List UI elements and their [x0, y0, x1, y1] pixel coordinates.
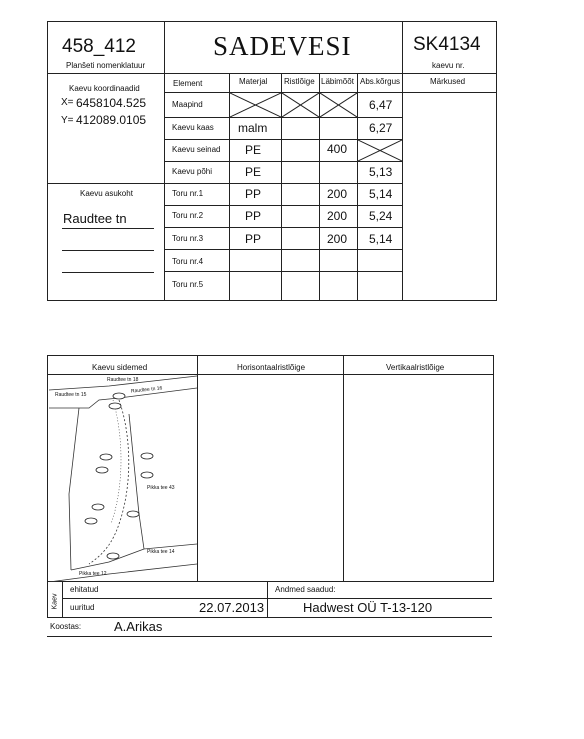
crossed-cell: [230, 93, 281, 117]
map-label-street: Pikka tee 12: [79, 571, 107, 577]
table-cell-material: PP: [245, 232, 262, 246]
author-label: Koostas:: [50, 622, 82, 631]
table-cell-element: Kaevu kaas: [172, 123, 214, 132]
table-cell-elevation: 5,24: [369, 209, 393, 223]
table-cell-element: Maapind: [172, 100, 203, 109]
document-title: SADEVESI: [213, 31, 352, 61]
table-cell-material: PE: [245, 165, 262, 179]
map-label-street: Pikka tee 43: [147, 485, 175, 491]
table-cell-material: PP: [245, 209, 262, 223]
x-coordinate: 6458104.525: [76, 96, 147, 110]
table-header: Element: [173, 79, 203, 88]
map-sheet-number: 458_412: [62, 36, 136, 57]
table-cell-elevation: 6,27: [369, 121, 393, 135]
location-label: Kaevu asukoht: [80, 189, 133, 198]
crossed-cell: [320, 93, 357, 117]
table-cell-element: Toru nr.3: [172, 234, 204, 243]
table-header: Materjal: [239, 77, 268, 86]
table-cell-element: Toru nr.4: [172, 257, 204, 266]
y-coordinate: 412089.0105: [76, 113, 147, 127]
table-cell-element: Kaevu põhi: [172, 167, 213, 176]
table-cell-material: PE: [245, 143, 262, 157]
table-cell-elevation: 5,14: [369, 187, 393, 201]
footer-side-label: Kaev: [51, 593, 59, 610]
surveyed-label: uuritud: [70, 603, 95, 612]
map-label-street: Raudtee tn 15: [55, 392, 87, 398]
table-cell-elevation: 6,47: [369, 98, 393, 112]
map-sheet-label: Planšeti nomenklatuur: [66, 61, 146, 70]
coordinates-label: Kaevu koordinaadid: [69, 84, 140, 93]
table-header: Abs.kõrgus: [360, 77, 401, 86]
table-cell-elevation: 5,14: [369, 232, 393, 246]
y-prefix: Y=: [61, 115, 74, 126]
table-cell-diameter: 200: [327, 232, 348, 246]
data-source: Hadwest OÜ T-13-120: [303, 600, 433, 615]
table-cell-diameter: 200: [327, 187, 348, 201]
table-cell-elevation: 5,13: [369, 165, 393, 179]
location-street: Raudtee tn: [63, 211, 127, 226]
table-cell-material: PP: [245, 187, 262, 201]
map-label-street: Raudtee tn 16: [130, 385, 163, 395]
table-cell-element: Toru nr.1: [172, 189, 204, 198]
table-header: Läbimõõt: [321, 77, 354, 86]
table-cell-element: Toru nr.2: [172, 211, 204, 220]
x-prefix: X=: [61, 97, 74, 108]
data-source-label: Andmed saadud:: [275, 585, 336, 594]
table-cell-diameter: 400: [327, 142, 348, 156]
survey-date: 22.07.2013: [199, 600, 265, 615]
built-label: ehitatud: [70, 585, 99, 594]
col-title-horizontal: Horisontaalristlõige: [237, 363, 306, 372]
crossed-cell: [282, 93, 319, 117]
crossed-cell: [358, 140, 402, 161]
map-label-street: Raudtee tn 18: [107, 377, 139, 383]
well-number: SK4134: [413, 34, 481, 55]
table-cell-diameter: 200: [327, 209, 348, 223]
table-header: Ristlõige: [284, 77, 315, 86]
table-header: Märkused: [430, 77, 466, 86]
table-cell-element: Toru nr.5: [172, 280, 204, 289]
well-number-label: kaevu nr.: [432, 61, 465, 70]
map-label-street: Pikka tee 14: [147, 549, 175, 555]
author-name: A.Arikas: [114, 619, 163, 634]
table-cell-material: malm: [238, 121, 268, 135]
table-cell-element: Kaevu seinad: [172, 145, 221, 154]
well-connection-map: [49, 374, 197, 582]
col-title-connections: Kaevu sidemed: [92, 363, 148, 372]
col-title-vertical: Vertikaalristlõige: [386, 363, 445, 372]
